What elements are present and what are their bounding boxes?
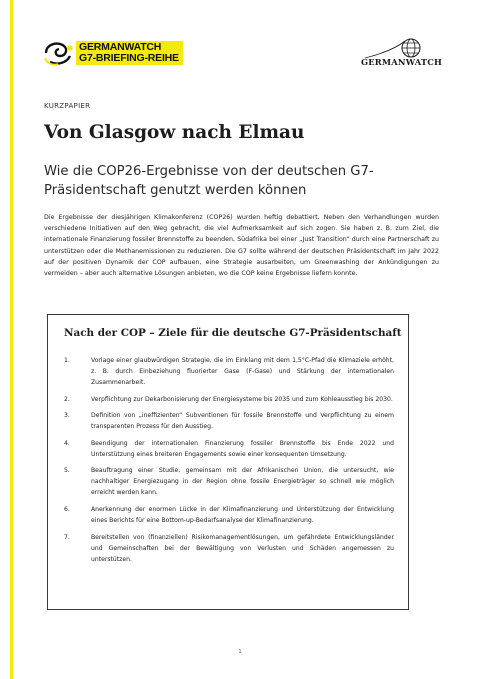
germanwatch-g7-logo <box>44 40 183 66</box>
list-item-number: 7. <box>64 533 70 541</box>
accent-side-bar <box>10 0 13 679</box>
page-subtitle: Wie die COP26-Ergebnisse von der deutschen G7-Präsidentschaft genutzt werden können <box>44 164 374 198</box>
logo-right-text: GERMANWATCH <box>361 57 443 67</box>
list-item-number: 5. <box>64 467 70 475</box>
list-item <box>64 465 394 498</box>
logo-line-1: GERMANWATCH <box>79 41 162 53</box>
list-item-number: 2. <box>64 395 70 403</box>
swirl-icon <box>44 40 74 66</box>
intro-paragraph: Die Ergebnisse der diesjährigen Klimakonferenz (COP26) wurden heftig debattiert. Neben den Verhandlungen wurden verschiedene Initiativen auf den Weg gebracht, die viel Aufmerksamkeit auf sich zogen. Sie haben z. B. zum Ziel, die internationale Finanzierung fossiler Brennstoffe zu beenden, Südafrika bei einer „Just Transition“ durch eine Partnerschaft zu unterstützen oder die Methanemissionen zu reduzieren. Die G7 sollte während der deutschen Präsidentschaft im Jahr 2022 auf der positiven Dynamik der COP aufbauen, eine Strategie ausarbeiten, um Greenwashing der Ankündigungen zu vermeiden – aber auch alternative Lösungen anbieten, wo die COP keine Ergebnisse liefern konnte. <box>44 214 439 278</box>
list-item-number: 3. <box>64 412 70 420</box>
list-item-text: Vorlage einer glaubwürdigen Strategie, die im Einklang mit dem 1,5°C-Pfad die Klimaziele erhöht, z. B. durch Einbeziehung fluorierter Gase (F-Gase) und Stärkung der internationalen Zusammenarbeit. <box>91 357 394 386</box>
list-item-text: Definition von „ineffizienten“ Subventionen für fossile Brennstoffe und Verpflichtung zu einem transparenten Prozess für den Ausstieg. <box>91 412 394 431</box>
list-item <box>64 438 394 460</box>
list-item-number: 6. <box>64 505 70 513</box>
list-item <box>64 410 394 432</box>
logo-text <box>76 41 183 65</box>
list-item-text: Anerkennung der enormen Lücke in der Klimafinanzierung und Unterstützung der Entwicklung eines Berichts für eine Bottom-up-Bedarfsanalyse der Klimafinanzierung. <box>91 505 394 524</box>
page-number: 1 <box>238 649 242 655</box>
germanwatch-logo <box>361 37 443 69</box>
list-item <box>64 504 394 526</box>
page-title: Von Glasgow nach Elmau <box>44 122 305 143</box>
goals-box-heading: Nach der COP – Ziele für die deutsche G7-Präsidentschaft <box>64 327 402 339</box>
list-item-number: 4. <box>64 439 70 447</box>
list-item-number: 1. <box>64 357 70 364</box>
document-type-label: KURZPAPIER <box>44 102 91 110</box>
list-item-text: Beauftragung einer Studie, gemeinsam mit der Afrikanischen Union, die untersucht, wie nachhaltiger Energiezugang in der Region ohne fossile Energieträger so schnell wie möglich erreicht werden kann. <box>91 467 394 497</box>
goals-list <box>64 355 394 570</box>
list-item-text: Beendigung der internationalen Finanzierung fossiler Brennstoffe bis Ende 2022 und Unterstützung eines breiteren Engagements sowie einer konsequenten Umsetzung. <box>91 439 394 458</box>
list-item <box>64 355 394 388</box>
goals-box <box>47 314 409 610</box>
list-item-text: Bereitstellen von (finanziellen) Risikomanagementlösungen, um gefährdete Entwicklungsländer und Gemeinschaften bei der Bewältigung von Verlusten und Schäden angemessen zu unterstützen. <box>91 533 394 563</box>
list-item <box>64 532 394 565</box>
logo-line-2: G7-BRIEFING-REIHE <box>79 52 179 64</box>
list-item <box>64 394 394 405</box>
list-item-text: Verpflichtung zur Dekarbonisierung der Energiesysteme bis 2035 und zum Kohleausstieg bis 2030. <box>91 395 393 403</box>
